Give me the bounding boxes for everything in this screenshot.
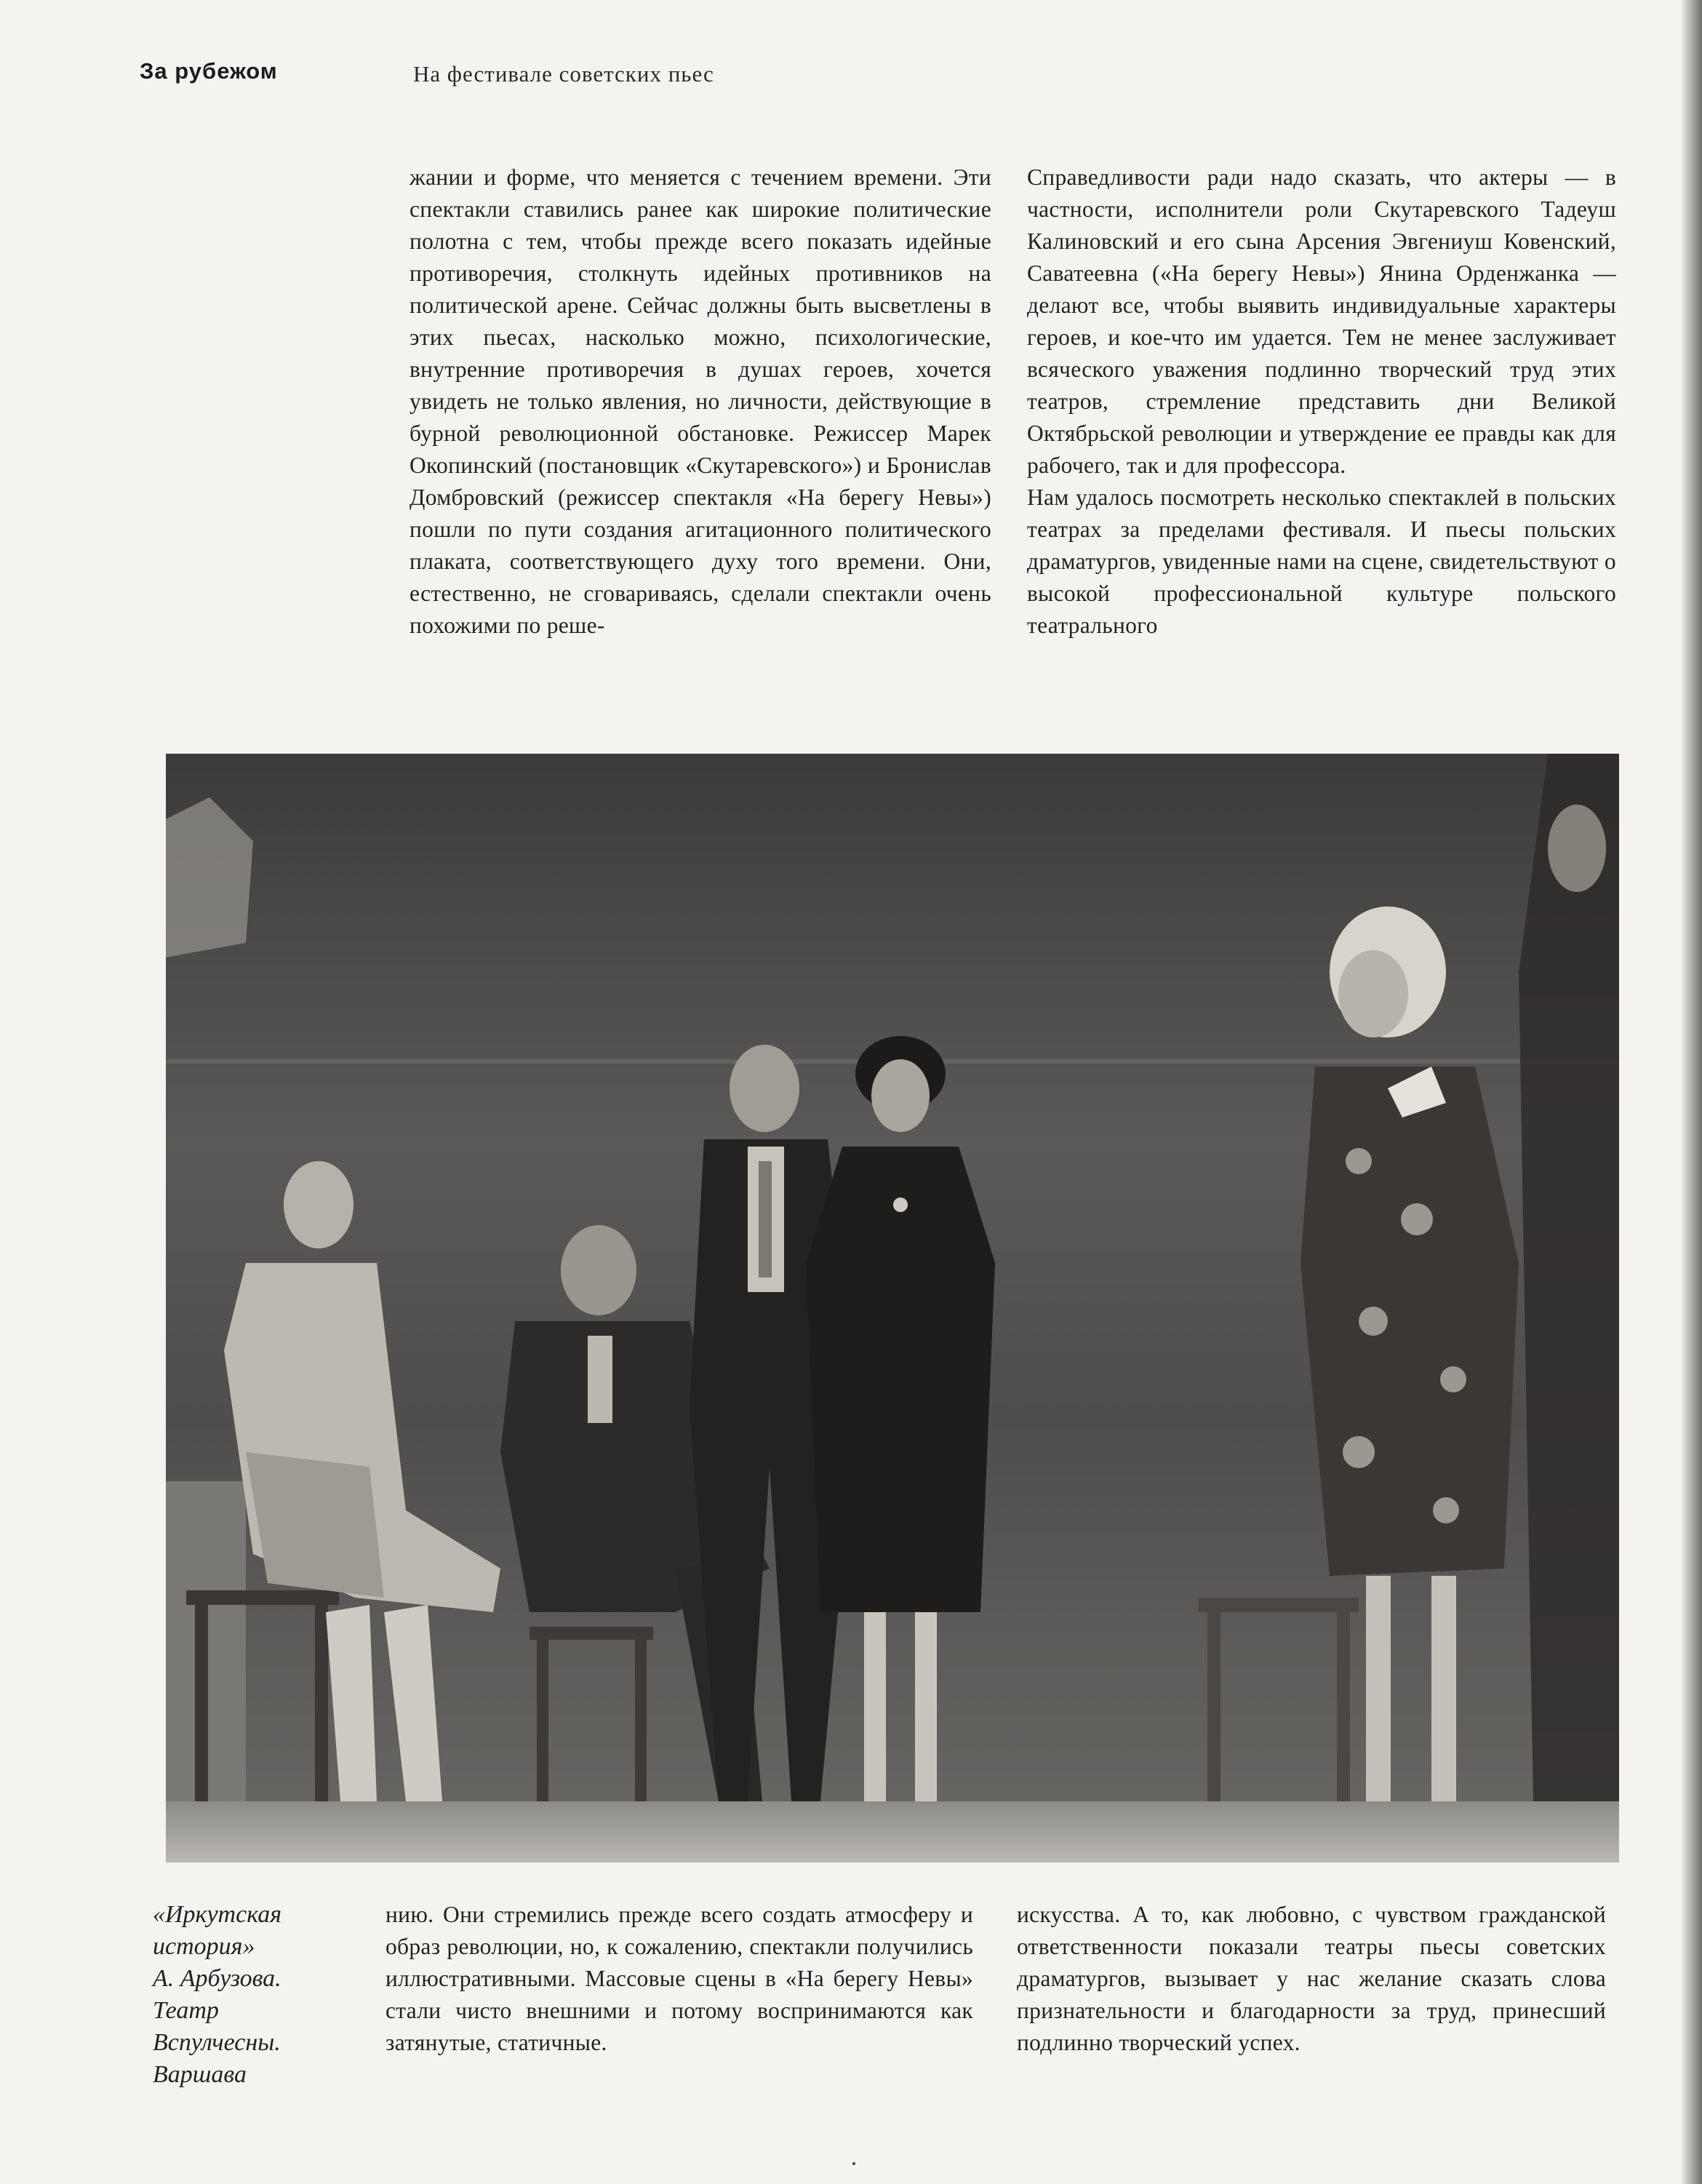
caption-line: Вспулчесны. [153,2029,281,2056]
caption-line: А. Арбузова. [153,1965,281,1992]
paragraph: Нам удалось посмотреть несколько спектаклей в польских театрах за пределами фестиваля. И пьесы польских драматургов, увиденные нами на сцене, свидетельствуют о высокой профессиональной культуре польского театрального [1027,485,1616,638]
text-column-bottom-right [1017,1899,1606,2059]
photo-caption [153,1899,342,2091]
paragraph: Справедливости ради надо сказать, что актеры — в частности, исполнители роли Скутаревского Тадеуш Калиновский и его сына Арсения Эвгениуш Ковенский, Саватеевна («На берегу Невы») Янина Орденжанка — делают все, чтобы выявить индивидуальные характеры героев, и кое-что им удается. Тем не менее заслуживает всяческого уважения подлинно творческий труд этих театров, стремление представить дни Великой Октябрьской революции и утверждение ее правды как для рабочего, так и для профессора. [1027,164,1616,478]
running-title: На фестивале советских пьес [413,61,714,87]
caption-line: Театр [153,1997,219,2024]
photo-illustration [166,754,1619,1862]
stage-photograph [166,754,1619,1862]
section-rubric: За рубежом [140,58,278,84]
caption-line: история» [153,1933,255,1960]
paragraph: искусства. А то, как любовно, с чувством гражданской ответственности показали театры пьесы советских драматургов, вызывает у нас желание сказать слова признательности и благодарности за труд, принесший подлинно творческий успех. [1017,1902,1606,2055]
caption-line: «Иркутская [153,1901,282,1928]
paragraph: жании и форме, что меняется с течением времени. Эти спектакли ставились ранее как широкие политические полотна с тем, чтобы прежде всего показать идейные противоречия, столкнуть идейных противников на политической арене. Сейчас должны быть высветлены в этих пьесах, насколько можно, психологические, внутренние противоречия в душах героев, хочется увидеть не только явления, но личности, действующие в бурной революционной обстановке. Режиссер Марек Окопинский (постановщик «Скутаревского») и Бронислав Домбровский (режиссер спектакля «На берегу Невы») пошли по пути создания агитационного политического плаката, соответствующего духу того времени. Они, естественно, не сговариваясь, сделали спектакли очень похожими по реше- [409,164,991,638]
print-speck [852,2162,855,2165]
text-column-top-right [1027,162,1616,642]
paragraph: нию. Они стремились прежде всего создать атмосферу и образ революции, но, к сожалению, спектакли получились иллюстративными. Массовые сцены в «На берегу Невы» стали чисто внешними и потому воспринимаются как затянутые, статичные. [385,1902,973,2055]
text-column-bottom-left [385,1899,973,2059]
page-edge-shadow [1682,0,1702,2184]
text-column-top-left [409,162,991,642]
caption-line: Варшава [153,2061,247,2088]
